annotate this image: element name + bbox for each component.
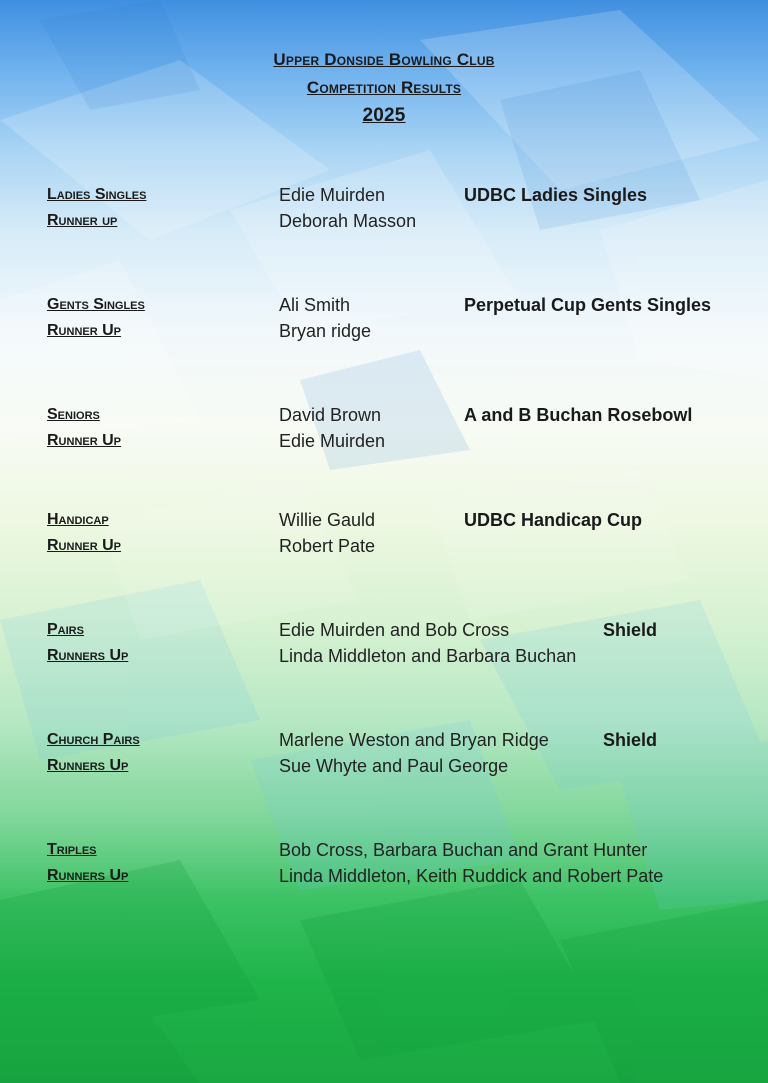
trophy-name: Shield (603, 620, 658, 640)
runner-up-name: Linda Middleton, Keith Ruddick and Robert Pate (279, 866, 664, 886)
winner-name: Ali Smith (279, 295, 351, 315)
runner-up-label: Runner up (47, 212, 118, 229)
trophy-name: Shield (603, 730, 658, 750)
runner-up-name: Robert Pate (279, 536, 376, 556)
trophy-name: UDBC Handicap Cup (464, 510, 643, 530)
winner-name: Marlene Weston and Bryan Ridge (279, 730, 549, 750)
winner-name: Willie Gauld (279, 510, 376, 530)
runner-up-label: Runner Up (47, 537, 122, 554)
runner-up-label: Runners Up (47, 757, 129, 774)
winner-name: David Brown (279, 405, 382, 425)
runner-up-name: Edie Muirden (279, 431, 386, 451)
event-label: Triples (47, 841, 97, 858)
event-label: Pairs (47, 621, 84, 638)
event-label: Gents Singles (47, 296, 145, 313)
runner-up-name: Sue Whyte and Paul George (279, 756, 509, 776)
runner-up-label: Runners Up (47, 647, 129, 664)
runner-up-name: Deborah Masson (279, 211, 417, 231)
runner-up-label: Runners Up (47, 867, 129, 884)
event-label: Seniors (47, 406, 100, 423)
trophy-name: UDBC Ladies Singles (464, 185, 648, 205)
winner-name: Edie Muirden (279, 185, 386, 205)
trophy-name: A and B Buchan Rosebowl (464, 405, 693, 425)
runner-up-label: Runner Up (47, 322, 122, 339)
runner-up-label: Runner Up (47, 432, 122, 449)
runner-up-name: Bryan ridge (279, 321, 372, 341)
trophy-name: Perpetual Cup Gents Singles (464, 295, 712, 315)
results-year: 2025 (362, 105, 406, 126)
club-title: Upper Donside Bowling Club (273, 50, 495, 69)
page-subtitle: Competition Results (306, 78, 462, 97)
event-label: Ladies Singles (47, 186, 147, 203)
winner-name: Bob Cross, Barbara Buchan and Grant Hunter (279, 840, 648, 860)
event-label: Church Pairs (47, 731, 140, 748)
runner-up-name: Linda Middleton and Barbara Buchan (279, 646, 577, 666)
winner-name: Edie Muirden and Bob Cross (279, 620, 510, 640)
event-label: Handicap (47, 511, 109, 528)
